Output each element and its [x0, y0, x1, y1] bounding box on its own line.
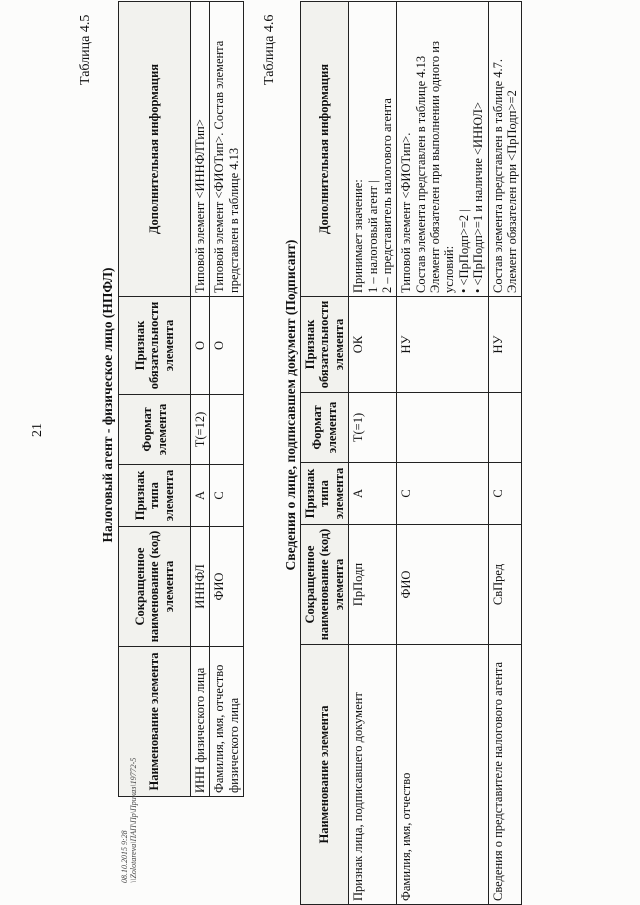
cell-type: А	[191, 465, 210, 527]
cell-name: ИНН физического лица	[191, 647, 210, 797]
cell-type: С	[488, 463, 522, 525]
cell-info	[397, 2, 488, 297]
cell-code: ПрПодп	[349, 525, 397, 645]
table-row	[349, 2, 397, 905]
cell-required: О	[191, 297, 210, 395]
table-row	[397, 2, 488, 905]
table-row	[488, 2, 522, 905]
file-stamp	[120, 758, 138, 883]
header-cell: Признак типа элемента	[301, 463, 349, 525]
info-line: Типовой элемент <ФИОТип>.	[399, 132, 414, 293]
info-line: Состав элемента представлен в таблице 4.13	[413, 55, 428, 293]
table-row	[210, 2, 244, 797]
cell-name: Фамилия, имя, отчество физического лица	[210, 647, 244, 797]
cell-format: T(=12)	[191, 395, 210, 465]
cell-name: Фамилия, имя, отчество	[397, 645, 488, 905]
page-number: 21	[30, 423, 45, 437]
cell-type: А	[349, 463, 397, 525]
cell-format	[210, 395, 244, 465]
info-line: 1 – налоговый агент |	[365, 180, 380, 293]
cell-info	[349, 2, 397, 297]
header-cell: Сокращенное наименование (код) элемента	[119, 527, 191, 647]
table-row	[191, 2, 210, 797]
header-cell: Наименование элемента	[119, 647, 191, 797]
cell-code: СвПред	[488, 525, 522, 645]
info-line: 2 – представитель налогового агента	[379, 98, 394, 293]
cell-code: ИННФЛ	[191, 527, 210, 647]
header-cell: Дополнительная информация	[301, 2, 349, 297]
info-line: Элемент обязателен при <ПрПодп>=2	[504, 90, 519, 293]
info-line: Элемент обязателен при выполнении одного из условий:	[428, 41, 457, 293]
header-cell: Наименование элемента	[301, 645, 349, 905]
cell-required: О	[210, 297, 244, 395]
header-cell: Дополнительная информация	[119, 2, 191, 297]
table-4-5	[118, 1, 244, 797]
table-4-5-title: Налоговый агент - физическое лицо (НПФЛ)	[100, 267, 115, 543]
cell-info	[488, 2, 522, 297]
stamp-date: 08.10.2015 9:28	[120, 830, 129, 883]
header-cell: Признак обязательности элемента	[119, 297, 191, 395]
table-header-row	[301, 2, 349, 905]
cell-name: Признак лица, подписавшего документ	[349, 645, 397, 905]
cell-format: T(=1)	[349, 393, 397, 463]
table-4-6-title: Сведения о лице, подписавшем документ (Подписант)	[283, 239, 298, 571]
table-4-6-caption: Таблица 4.6	[262, 14, 277, 85]
header-cell: Признак типа элемента	[119, 465, 191, 527]
cell-required: НУ	[488, 297, 522, 393]
table-4-5-caption: Таблица 4.5	[78, 14, 93, 85]
info-line: • <ПрПодп>=2 |	[456, 209, 471, 293]
table-header-row	[119, 2, 191, 797]
cell-info: Типовой элемент <ФИОТип>. Состав элемента представлен в таблице 4.13	[210, 2, 244, 297]
cell-code: ФИО	[210, 527, 244, 647]
info-line: • <ПрПодп>=1 и наличие <ИНЮЛ>	[471, 102, 486, 293]
info-line: Принимает значение:	[351, 179, 366, 293]
cell-code: ФИО	[397, 525, 488, 645]
header-cell: Признак обязательности элемента	[301, 297, 349, 393]
cell-name: Сведения о представителе налогового агента	[488, 645, 522, 905]
cell-required: ОК	[349, 297, 397, 393]
cell-required: НУ	[397, 297, 488, 393]
cell-info: Типовой элемент <ИННФЛТип>	[191, 2, 210, 297]
cell-type: С	[397, 463, 488, 525]
cell-format	[397, 393, 488, 463]
cell-type: С	[210, 465, 244, 527]
header-cell: Формат элемента	[301, 393, 349, 463]
table-4-6	[300, 1, 522, 905]
header-cell: Формат элемента	[119, 395, 191, 465]
info-line: Состав элемента представлен в таблице 4.7.	[490, 58, 505, 293]
stamp-path: \\Zolotareva\ПАП\Пр\Приказ\19772-5	[129, 757, 139, 883]
cell-format	[488, 393, 522, 463]
header-cell: Сокращенное наименование (код) элемента	[301, 525, 349, 645]
